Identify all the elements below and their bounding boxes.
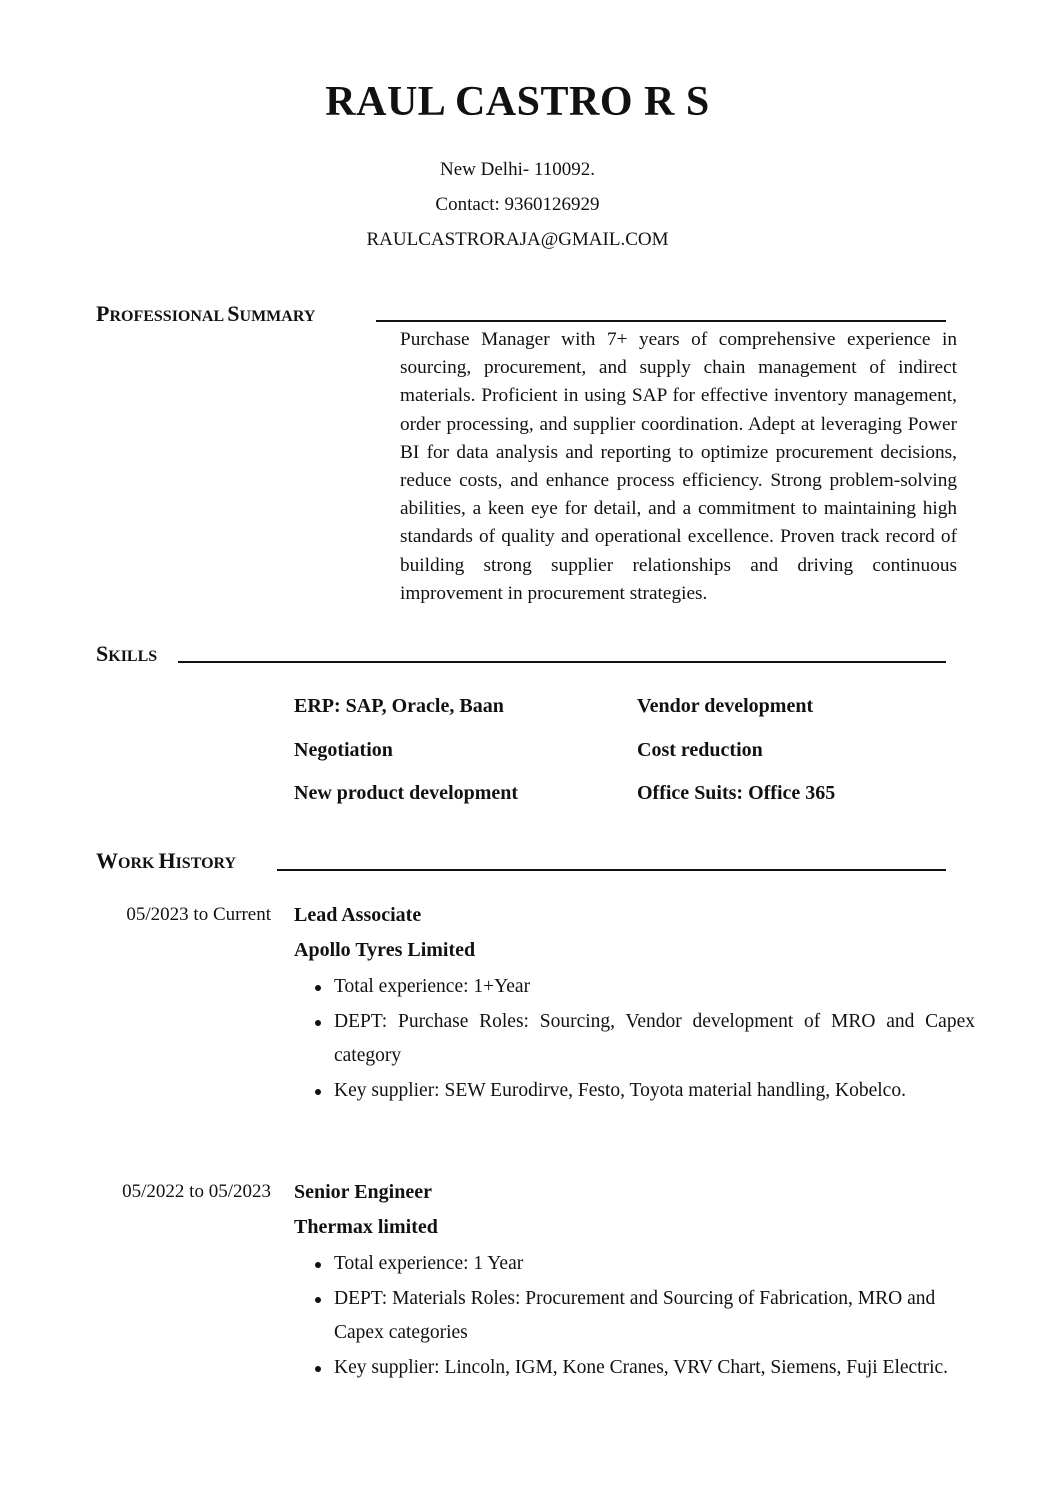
skill-item: Office Suits: Office 365 — [637, 782, 836, 804]
job-dates: 05/2022 to 05/2023 — [122, 1181, 271, 1202]
job-dates: 05/2023 to Current — [126, 904, 271, 925]
list-item: Key supplier: Lincoln, IGM, Kone Cranes, VRV Chart, Siemens, Fuji Electric. — [334, 1351, 975, 1385]
job-title: Lead Associate — [294, 904, 422, 926]
bullet-icon — [315, 1020, 321, 1026]
section-rule-skills — [178, 661, 946, 663]
section-rule-work-history — [277, 869, 946, 871]
job-bullets — [310, 1247, 975, 1386]
address: New Delhi- 110092. — [440, 159, 595, 180]
job-bullets — [310, 970, 975, 1109]
bullet-icon — [315, 1366, 321, 1372]
contact-phone: Contact: 9360126929 — [435, 194, 600, 215]
bullet-icon — [315, 1262, 321, 1268]
list-item: DEPT: Materials Roles: Procurement and Sourcing of Fabrication, MRO and Capex categories — [334, 1282, 975, 1350]
section-title-professional-summary: PROFESSIONAL SUMMARY — [96, 301, 316, 326]
section-title-skills: SKILLS — [96, 641, 158, 666]
contact-email: RAULCASTRORAJA@GMAIL.COM — [366, 229, 669, 250]
skill-item: ERP: SAP, Oracle, Baan — [294, 695, 504, 717]
skill-item: New product development — [294, 782, 519, 804]
summary-text: Purchase Manager with 7+ years of comprehensive experience in sourcing, procurement, and supply chain management of indirect materials. Proficient in using SAP for effective inventory management, order processing, and supplier coordination. Adept at leveraging Power BI for data analysis and reporting to optimize procurement decisions, reduce costs, and enhance process efficiency. Strong problem-solving abilities, a keen eye for detail, and a commitment to maintaining high standards of quality and operational excellence. Proven track record of building strong supplier relationships and driving continuous improvement in procurement strategies. — [400, 329, 957, 604]
bullet-icon — [315, 1297, 321, 1303]
bullet-icon — [315, 985, 321, 991]
skill-item: Cost reduction — [637, 739, 763, 761]
candidate-name: RAUL CASTRO R S — [325, 79, 710, 125]
skill-item: Vendor development — [637, 695, 814, 717]
job-title: Senior Engineer — [294, 1181, 432, 1203]
section-rule-summary — [376, 320, 946, 322]
list-item: DEPT: Purchase Roles: Sourcing, Vendor development of MRO and Capex category — [334, 1005, 975, 1073]
bullet-icon — [315, 1089, 321, 1095]
section-title-work-history: WORK HISTORY — [96, 848, 237, 873]
list-item: Key supplier: SEW Eurodirve, Festo, Toyota material handling, Kobelco. — [334, 1074, 975, 1108]
company-name: Thermax limited — [294, 1216, 438, 1238]
list-item: Total experience: 1 Year — [334, 1247, 975, 1281]
skill-item: Negotiation — [294, 739, 393, 761]
list-item: Total experience: 1+Year — [334, 970, 975, 1004]
company-name: Apollo Tyres Limited — [294, 939, 476, 961]
